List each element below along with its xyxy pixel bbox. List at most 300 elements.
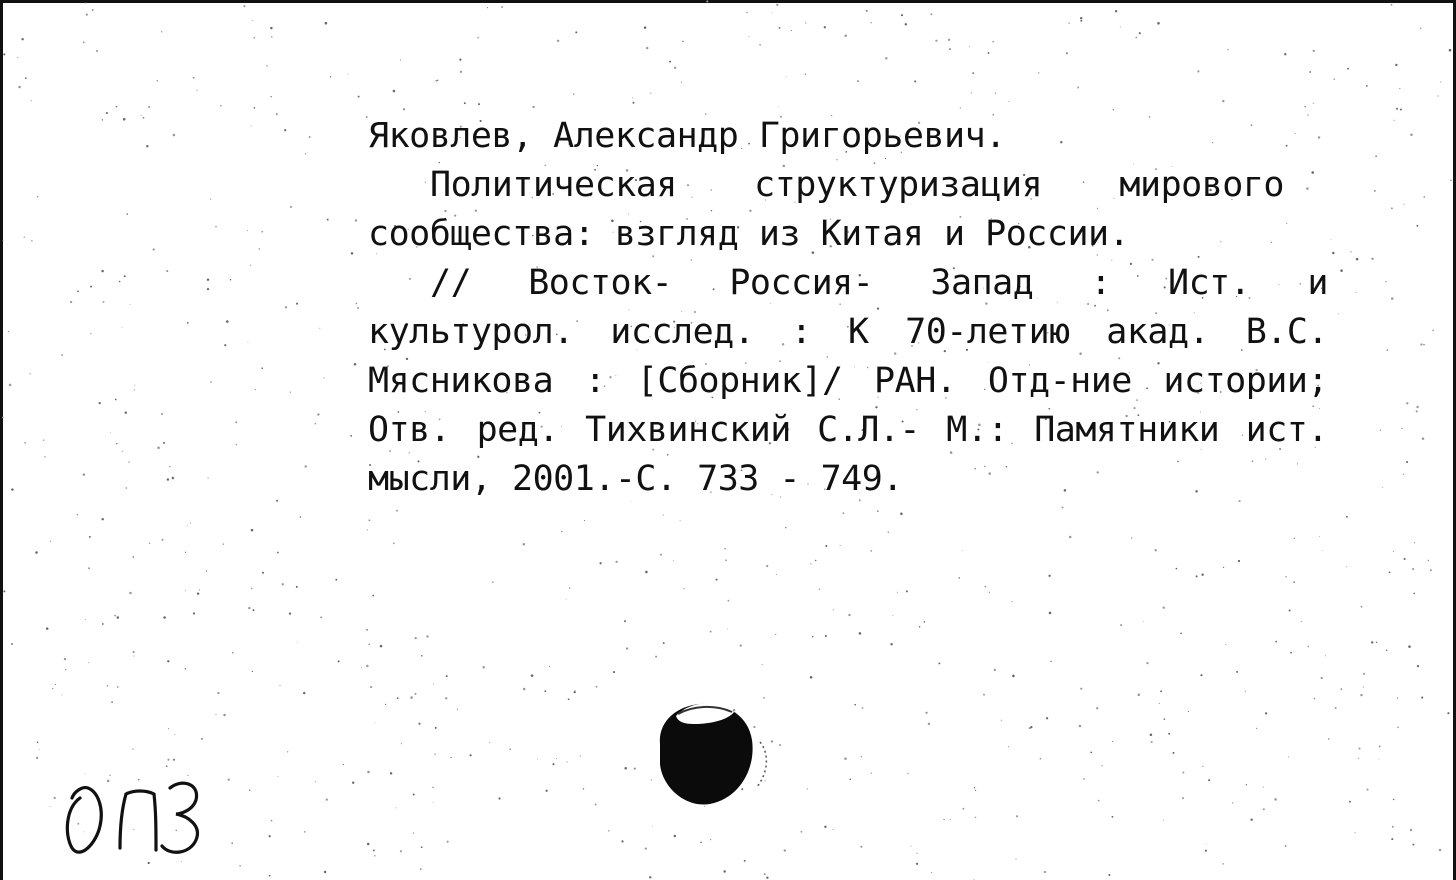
speck xyxy=(974,787,975,788)
speck xyxy=(487,7,488,8)
speck xyxy=(174,734,175,735)
source-word: : xyxy=(584,361,606,401)
speck xyxy=(107,685,109,687)
speck xyxy=(1157,22,1160,25)
speck xyxy=(44,456,45,457)
source-word: М.: xyxy=(946,410,1008,450)
speck xyxy=(134,656,135,657)
speck xyxy=(199,589,200,590)
speck xyxy=(1403,474,1404,475)
speck xyxy=(1275,641,1277,643)
speck xyxy=(1410,134,1413,137)
speck xyxy=(992,41,994,43)
source-word: исслед. xyxy=(610,312,755,352)
speck xyxy=(1288,756,1289,757)
speck xyxy=(373,849,375,851)
speck xyxy=(1371,641,1373,643)
speck xyxy=(420,868,422,870)
speck xyxy=(969,46,970,47)
speck xyxy=(210,381,212,383)
speck xyxy=(400,850,402,852)
speck xyxy=(368,519,370,521)
speck xyxy=(510,749,511,750)
speck xyxy=(1155,549,1157,551)
speck xyxy=(1083,778,1085,780)
speck xyxy=(228,778,230,780)
speck xyxy=(284,129,286,131)
speck xyxy=(351,252,353,254)
speck xyxy=(949,48,951,50)
speck xyxy=(825,545,827,547)
speck xyxy=(1395,64,1397,66)
speck xyxy=(825,635,827,637)
speck xyxy=(153,248,155,250)
speck xyxy=(129,304,130,305)
speck xyxy=(574,690,575,691)
speck xyxy=(1150,734,1153,737)
speck xyxy=(338,660,340,662)
speck xyxy=(1232,802,1233,803)
speck xyxy=(857,80,859,82)
speck xyxy=(239,865,241,867)
source-line-5: мысли, 2001.-С. 733 - 749. xyxy=(368,459,903,499)
speck xyxy=(277,776,278,777)
handwritten-mark xyxy=(58,768,208,858)
speck xyxy=(1263,808,1265,810)
speck xyxy=(450,757,451,758)
speck xyxy=(17,57,18,58)
source-word: Запад xyxy=(930,263,1034,303)
speck xyxy=(89,536,91,538)
speck xyxy=(169,466,171,468)
speck xyxy=(1080,17,1082,19)
speck xyxy=(1376,642,1377,643)
speck xyxy=(1225,644,1226,645)
speck xyxy=(1138,694,1141,697)
speck xyxy=(1392,826,1394,828)
speck xyxy=(1080,688,1082,690)
speck xyxy=(1420,343,1422,345)
speck xyxy=(1205,850,1207,852)
speck xyxy=(574,691,576,693)
speck xyxy=(132,749,133,750)
speck xyxy=(1163,607,1165,609)
speck xyxy=(24,442,25,443)
punch-hole xyxy=(648,694,778,810)
speck xyxy=(1447,712,1449,714)
speck xyxy=(478,103,480,105)
speck xyxy=(287,751,288,752)
speck xyxy=(226,320,229,323)
speck xyxy=(1202,766,1203,767)
speck xyxy=(83,473,86,476)
speck xyxy=(418,723,420,725)
speck xyxy=(1404,204,1405,205)
speck xyxy=(232,652,234,654)
source-word: истории; xyxy=(1163,361,1328,401)
speck xyxy=(1358,758,1359,759)
speck xyxy=(567,761,568,762)
speck xyxy=(143,117,144,118)
speck xyxy=(959,577,961,579)
speck xyxy=(950,819,951,820)
speck xyxy=(728,600,730,602)
speck xyxy=(266,65,267,66)
source-word: Восток- xyxy=(528,263,673,303)
speck xyxy=(1164,718,1166,720)
speck xyxy=(613,671,615,673)
speck xyxy=(1341,688,1342,689)
speck xyxy=(1386,650,1387,651)
speck xyxy=(1180,633,1182,635)
speck xyxy=(9,384,12,387)
speck xyxy=(962,550,963,551)
speck xyxy=(877,510,879,512)
speck xyxy=(498,797,500,799)
speck xyxy=(815,560,816,561)
speck xyxy=(24,237,25,238)
speck xyxy=(645,847,647,849)
speck xyxy=(916,863,918,865)
speck xyxy=(168,728,169,729)
speck xyxy=(243,5,245,7)
speck xyxy=(1321,677,1323,679)
speck xyxy=(357,307,359,309)
speck xyxy=(255,389,256,390)
speck xyxy=(250,265,251,266)
speck xyxy=(924,621,926,623)
speck xyxy=(285,306,287,308)
speck xyxy=(187,525,188,526)
speck xyxy=(1048,575,1050,577)
speck xyxy=(220,105,221,106)
speck xyxy=(457,709,458,710)
source-word: 70-летию xyxy=(905,312,1070,352)
speck xyxy=(1391,838,1393,840)
speck xyxy=(633,102,635,104)
speck xyxy=(464,102,466,104)
speck xyxy=(31,100,32,101)
speck xyxy=(223,714,226,717)
source-word: Мясникова xyxy=(368,361,554,401)
speck xyxy=(746,12,748,14)
speck xyxy=(1236,671,1238,673)
speck xyxy=(1050,661,1051,662)
speck xyxy=(1408,645,1411,648)
speck xyxy=(1077,87,1079,89)
speck xyxy=(460,71,462,73)
speck xyxy=(1245,691,1246,692)
speck xyxy=(134,385,135,386)
speck xyxy=(88,662,89,663)
speck xyxy=(1176,568,1178,570)
speck xyxy=(116,106,118,108)
speck xyxy=(370,686,372,688)
speck xyxy=(88,567,90,569)
speck xyxy=(366,665,368,667)
speck xyxy=(870,550,872,552)
speck xyxy=(1391,207,1393,209)
speck xyxy=(984,586,986,588)
speck xyxy=(319,328,320,329)
speck xyxy=(116,443,117,444)
speck xyxy=(1040,758,1042,760)
speck xyxy=(482,666,485,669)
speck xyxy=(724,548,725,549)
speck xyxy=(646,47,648,49)
source-word: акад. xyxy=(1106,312,1210,352)
speck xyxy=(1113,109,1115,111)
speck xyxy=(85,2,86,3)
speck xyxy=(1135,37,1137,39)
speck xyxy=(290,206,292,208)
speck xyxy=(1416,410,1418,412)
speck xyxy=(972,72,974,74)
speck xyxy=(775,634,776,635)
speck xyxy=(1066,52,1068,54)
speck xyxy=(1422,437,1425,440)
speck xyxy=(975,817,977,819)
speck xyxy=(1008,746,1009,747)
speck xyxy=(1331,239,1332,240)
speck xyxy=(11,643,13,645)
speck xyxy=(995,93,996,94)
speck xyxy=(552,763,554,765)
speck xyxy=(776,574,777,575)
speck xyxy=(173,134,176,137)
speck xyxy=(962,808,964,810)
speck xyxy=(1096,707,1098,709)
speck xyxy=(1008,101,1009,102)
speck xyxy=(866,10,868,12)
speck xyxy=(216,714,217,715)
speck xyxy=(247,342,248,343)
bibliographic-entry xyxy=(368,112,1328,504)
speck xyxy=(994,669,996,671)
speck xyxy=(1265,712,1267,714)
speck xyxy=(3,53,5,55)
speck xyxy=(102,623,104,625)
speck xyxy=(111,701,113,703)
speck xyxy=(106,112,108,114)
speck xyxy=(948,39,950,41)
speck xyxy=(682,41,683,42)
speck xyxy=(1222,100,1224,102)
speck xyxy=(1371,258,1373,260)
speck xyxy=(270,27,272,29)
speck xyxy=(134,389,135,390)
speck xyxy=(786,76,787,77)
speck xyxy=(725,559,727,561)
speck xyxy=(907,773,908,774)
speck xyxy=(544,690,546,692)
speck xyxy=(1432,330,1433,331)
speck xyxy=(1182,772,1184,774)
speck xyxy=(805,22,806,23)
speck xyxy=(35,551,38,554)
speck xyxy=(1049,612,1052,615)
speck xyxy=(235,421,237,423)
speck xyxy=(374,722,375,723)
speck xyxy=(122,451,123,452)
speck xyxy=(1293,581,1295,583)
speck xyxy=(776,4,778,6)
speck xyxy=(663,642,665,644)
speck xyxy=(710,839,711,840)
speck xyxy=(645,571,648,574)
speck xyxy=(1361,606,1363,608)
speck xyxy=(1108,874,1110,876)
speck xyxy=(1412,568,1414,570)
speck xyxy=(46,627,49,630)
speck xyxy=(18,86,21,89)
speck xyxy=(1397,727,1399,729)
speck xyxy=(435,727,437,729)
speck xyxy=(749,36,750,37)
title-line-2: сообщества: взгляд из Китая и России. xyxy=(368,214,1130,254)
speck xyxy=(367,843,370,846)
speck xyxy=(356,303,358,305)
speck xyxy=(1227,49,1228,50)
speck xyxy=(807,788,808,789)
speck xyxy=(608,830,610,832)
speck xyxy=(432,786,434,788)
speck xyxy=(819,589,820,590)
speck xyxy=(29,373,30,374)
speck xyxy=(248,607,250,609)
speck xyxy=(163,616,166,619)
source-word: Тихвинский xyxy=(585,410,791,450)
speck xyxy=(77,514,78,515)
speck xyxy=(380,645,383,648)
speck xyxy=(1131,537,1132,538)
speck xyxy=(8,331,10,333)
speck xyxy=(532,106,534,108)
speck xyxy=(296,303,298,305)
speck xyxy=(320,617,322,619)
speck xyxy=(261,367,263,369)
speck xyxy=(674,67,676,69)
source-word: : xyxy=(790,312,812,352)
source-word: Ист. xyxy=(1168,263,1251,303)
source-word: ист. xyxy=(1245,410,1328,450)
title-word: Политическая xyxy=(430,165,677,205)
speck xyxy=(217,692,219,694)
speck xyxy=(700,841,702,843)
speck xyxy=(181,861,182,862)
speck xyxy=(910,846,911,847)
speck xyxy=(1380,430,1381,431)
speck xyxy=(367,529,368,530)
source-line-4 xyxy=(368,406,1328,455)
speck xyxy=(140,115,141,116)
source-word: Россия- xyxy=(729,263,874,303)
speck xyxy=(297,642,298,643)
speck xyxy=(231,842,232,843)
speck xyxy=(230,279,231,280)
speck xyxy=(1393,551,1394,552)
speck xyxy=(117,616,120,619)
speck xyxy=(634,767,636,769)
speck xyxy=(988,52,990,54)
speck xyxy=(1410,829,1412,831)
speck xyxy=(888,531,890,533)
speck xyxy=(324,377,325,378)
speck xyxy=(1375,155,1377,157)
speck xyxy=(1046,717,1048,719)
speck xyxy=(129,592,132,595)
speck xyxy=(400,59,401,60)
speck xyxy=(167,660,169,662)
speck xyxy=(1349,801,1351,803)
speck xyxy=(1314,698,1316,700)
speck xyxy=(1250,819,1252,821)
author-line: Яковлев, Александр Григорьевич. xyxy=(368,116,1006,156)
speck xyxy=(85,619,86,620)
speck xyxy=(900,513,903,516)
source-line-3 xyxy=(368,357,1328,406)
speck xyxy=(39,749,40,750)
speck xyxy=(396,807,397,808)
speck xyxy=(1223,567,1224,568)
speck xyxy=(943,819,944,820)
speck xyxy=(1294,538,1295,539)
speck xyxy=(196,90,197,91)
speck xyxy=(1319,536,1320,537)
speck xyxy=(1423,196,1425,198)
speck xyxy=(844,757,847,760)
speck xyxy=(971,92,972,93)
speck xyxy=(119,281,121,283)
speck xyxy=(271,36,272,37)
speck xyxy=(674,835,676,837)
speck xyxy=(663,514,664,515)
speck xyxy=(445,697,447,699)
speck xyxy=(1197,70,1199,72)
speck xyxy=(1449,49,1452,52)
speck xyxy=(901,14,903,16)
speck xyxy=(83,41,85,43)
speck xyxy=(1379,746,1381,748)
speck xyxy=(561,531,563,533)
speck xyxy=(1012,675,1015,678)
speck xyxy=(2,416,4,418)
speck xyxy=(779,27,781,29)
speck xyxy=(114,615,116,617)
speck xyxy=(914,80,916,82)
speck xyxy=(161,413,163,415)
source-word: Отв. xyxy=(368,410,451,450)
speck xyxy=(1182,797,1184,799)
speck xyxy=(414,693,416,695)
speck xyxy=(1333,78,1335,80)
speck xyxy=(1416,406,1418,408)
speck xyxy=(870,22,871,23)
speck xyxy=(1079,725,1082,728)
speck xyxy=(531,674,534,677)
speck xyxy=(163,442,165,444)
speck xyxy=(1044,871,1046,873)
speck xyxy=(1200,674,1202,676)
source-line-2 xyxy=(368,308,1328,357)
speck xyxy=(1068,22,1069,23)
speck xyxy=(146,145,148,147)
speck xyxy=(930,13,932,15)
title-word: структуризация xyxy=(754,165,1043,205)
speck xyxy=(326,798,328,800)
speck xyxy=(1322,550,1323,551)
speck xyxy=(1290,652,1292,654)
